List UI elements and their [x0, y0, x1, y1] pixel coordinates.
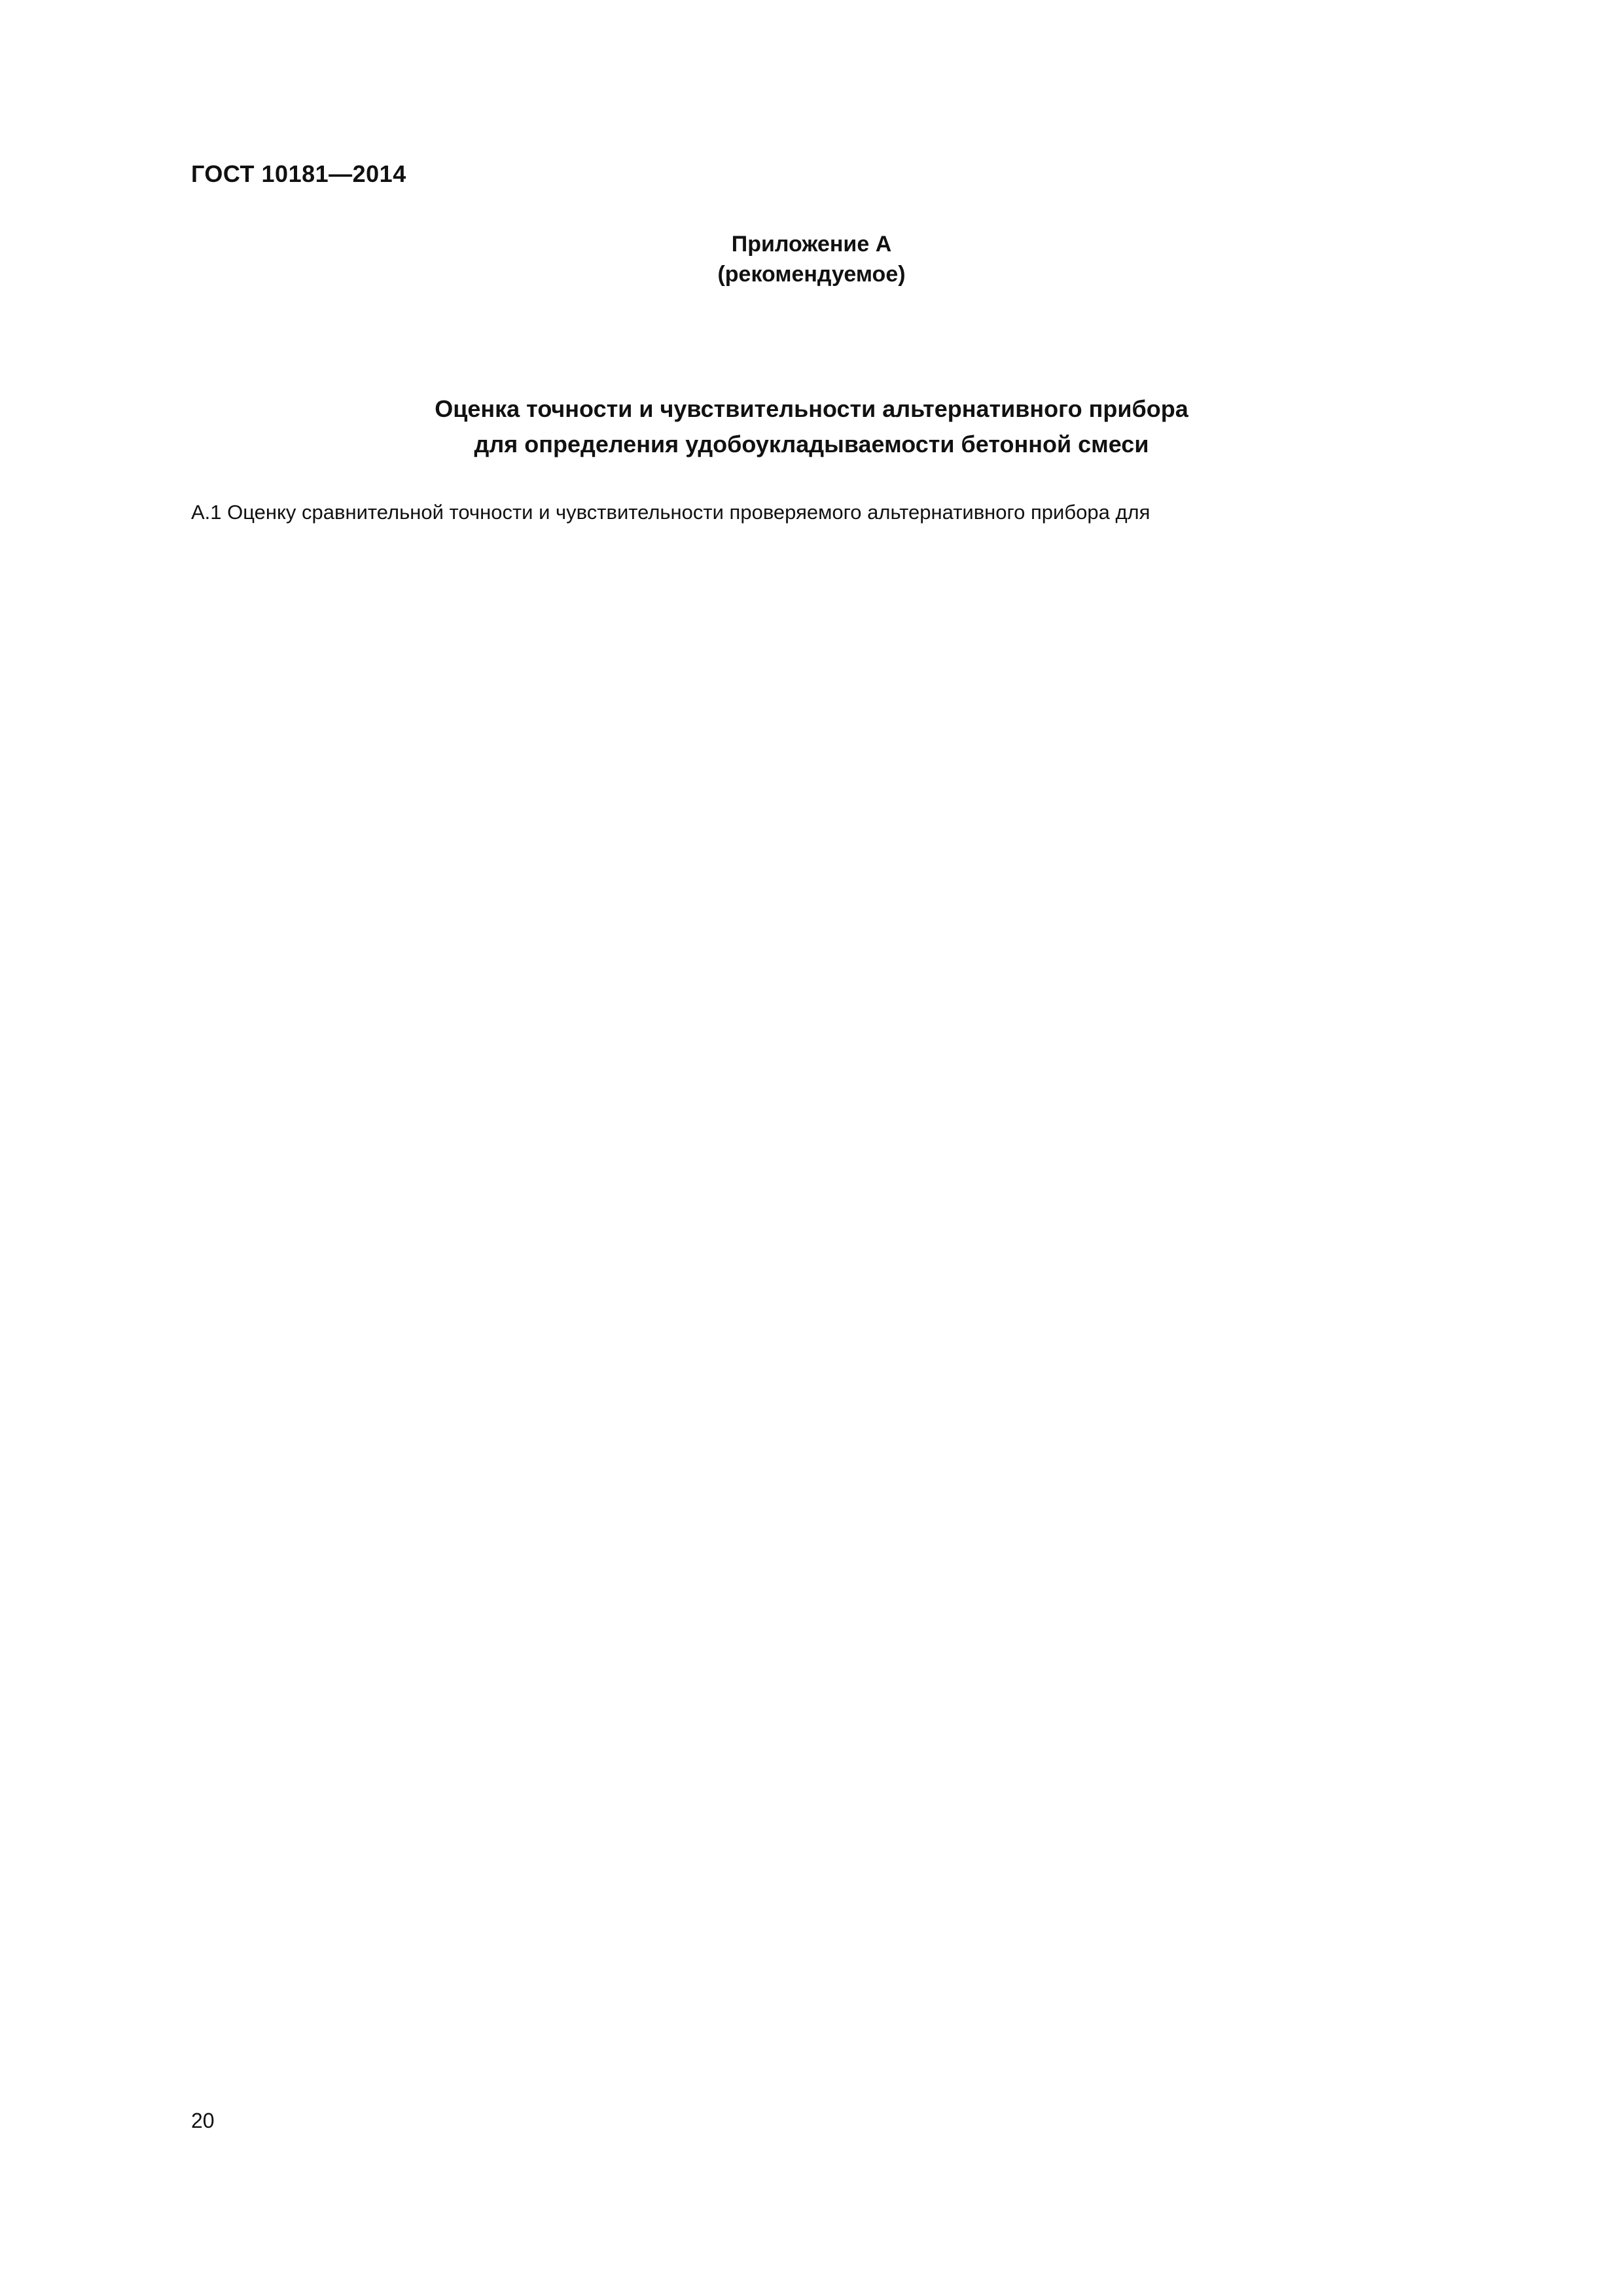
appendix-heading — [0, 229, 1623, 289]
body-intro-fragment: А.1 Оценку сравнительной точности и чувствительности проверяемого альтернативного прибора для — [191, 501, 1150, 524]
section-title — [0, 391, 1623, 462]
appendix-status: (рекомендуемое) — [717, 262, 906, 287]
section-title-line-2: для определения удобоукладываемости бетонной смеси — [474, 431, 1149, 457]
standard-number-header: ГОСТ 10181—2014 — [191, 160, 406, 187]
body-text — [191, 497, 1491, 527]
section-title-line-1: Оценка точности и чувствительности альтернативного прибора — [435, 395, 1188, 422]
appendix-label: Приложение А — [731, 232, 892, 257]
page-number: 20 — [191, 2109, 215, 2132]
